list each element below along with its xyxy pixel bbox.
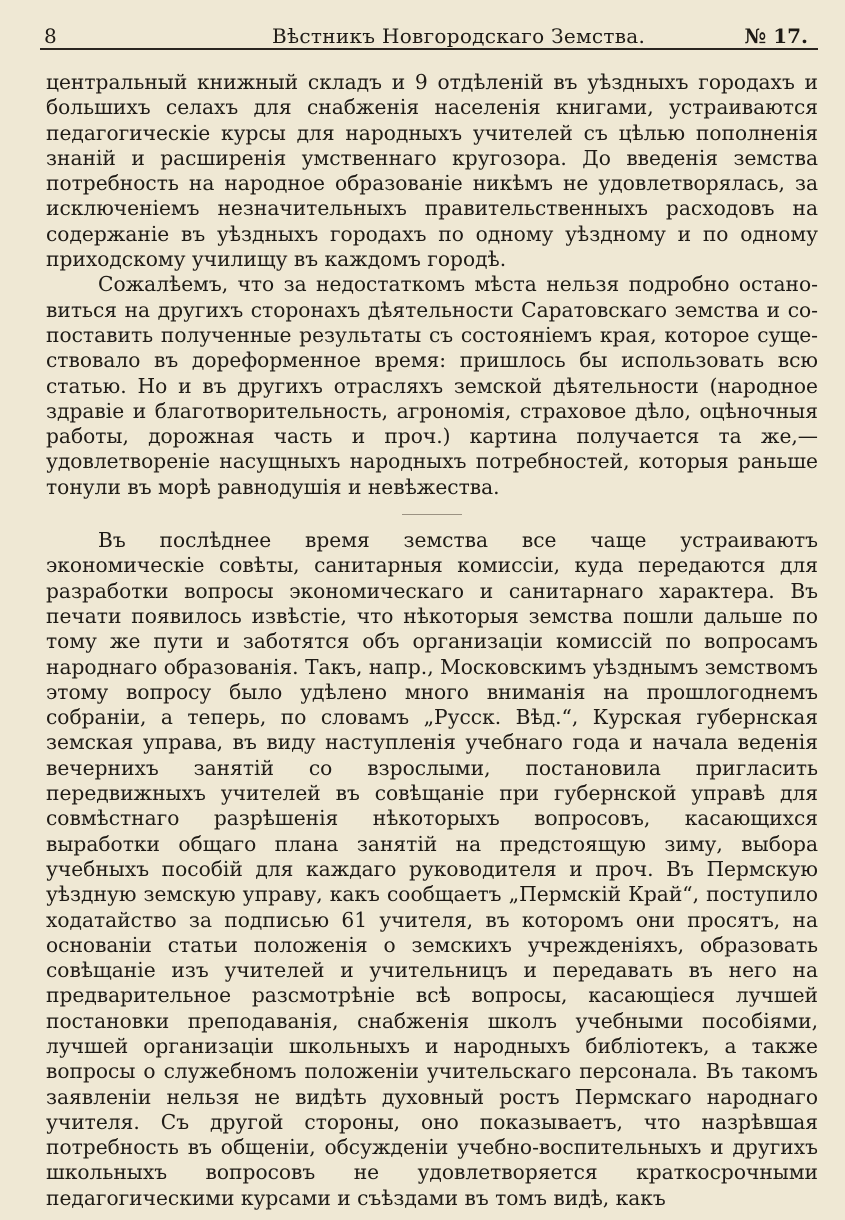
section-separator (402, 514, 462, 515)
paragraph: центральный книжный складъ и 9 отдѣленій въ уѣздныхъ городахъ и большихъ селахъ для снабженія населенія книгами, устраиваются педагогическіе курсы для народныхъ учителей съ цѣлью пополненія знаній и расширенія умственнаго кругозора. До введенія земства потребность на народное образованіе никѣмъ не удовлетворялась, за исключеніемъ незначительныхъ правительственныхъ расходовъ на содержаніе въ уѣздныхъ городахъ по одному уѣздному и по одному приходскому училищу въ каждомъ городѣ. (46, 70, 818, 272)
page-number: 8 (44, 24, 57, 48)
journal-title: Вѣстникъ Новгородскаго Земства. (272, 24, 646, 48)
article-body (46, 70, 818, 1211)
issue-number: № 17. (744, 24, 808, 48)
running-header (40, 14, 818, 50)
paragraph: Сожалѣемъ, что за недостаткомъ мѣста нельзя подробно остановиться на другихъ сторонахъ дѣятельности Саратовскаго земства и сопоставить полученные результаты съ состояніемъ края, которое существовало въ дореформенное время: пришлось бы использовать всю статью. Но и въ другихъ отрасляхъ земской дѣятельности (народное здравіе и благотворительность, агрономія, страховое дѣло, оцѣночныя работы, дорожная часть и проч.) картина получается та же,—удовлетвореніе насущныхъ народныхъ потребностей, которыя раньше тонули въ морѣ равнодушія и невѣжества. (46, 272, 818, 499)
paragraph: Въ послѣднее время земства все чаще устраиваютъ экономическіе совѣты, санитарныя комиссіи, куда передаются для разработки вопросы экономическаго и санитарнаго характера. Въ печати появилось извѣстіе, что нѣкоторыя земства пошли дальше по тому же пути и заботятся объ организаціи комиссій по вопросамъ народнаго образованія. Такъ, напр., Московскимъ уѣзднымъ земствомъ этому вопросу было удѣлено много вниманія на прошлогоднемъ собраніи, а теперь, по словамъ „Русск. Вѣд.“, Курская губернская земская управа, въ виду наступленія учебнаго года и начала веденія вечернихъ занятій со взрослыми, постановила пригласить передвижныхъ учителей въ совѣщаніе при губернской управѣ для совмѣстнаго разрѣшенія нѣкоторыхъ вопросовъ, касающихся выработки общаго плана занятій на предстоящую зиму, выбора учебныхъ пособій для каждаго руководителя и проч. Въ Пермскую уѣздную земскую управу, какъ сообщаетъ „Пермскій Край“, поступило ходатайство за подписью 61 учителя, въ которомъ они просятъ, на основаніи статьи положенія о земскихъ учрежденіяхъ, образовать совѣщаніе изъ учителей и учительницъ и передавать въ него на предварительное разсмотрѣніе всѣ вопросы, касающіеся лучшей постановки преподаванія, снабженія школъ учебными пособіями, лучшей организаціи школьныхъ и народныхъ библіотекъ, а также вопросы о служебномъ положеніи учительскаго персонала. Въ такомъ заявленіи нельзя не видѣть духовный ростъ Пермскаго народнаго учителя. Съ другой стороны, оно показываетъ, что назрѣвшая потребность въ общеніи, обсужденіи учебно-воспительныхъ и другихъ школьныхъ вопросовъ не удовлетворяется краткосрочными педагогическими курсами и съѣздами въ томъ видѣ, какъ (46, 528, 818, 1210)
